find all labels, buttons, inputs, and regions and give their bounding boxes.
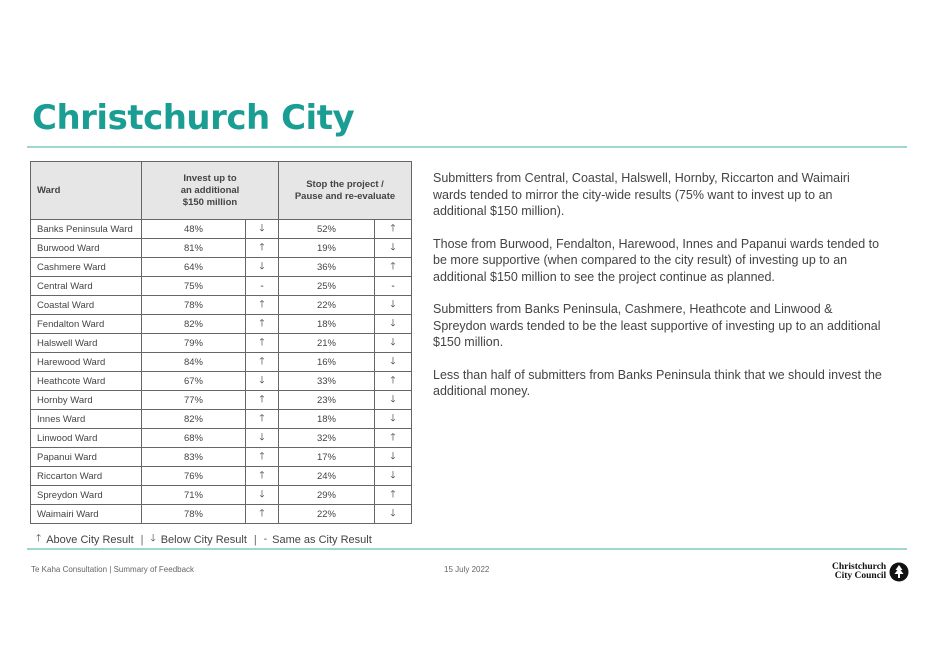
legend: [36, 531, 372, 548]
footer-document-name: Te Kaha Consultation | Summary of Feedback: [31, 565, 195, 574]
arrow-down-icon: 🡓: [390, 241, 396, 253]
arrow-down-icon: 🡓: [390, 450, 396, 462]
stop-arrow-cell: [375, 486, 412, 505]
stop-arrow-cell: [375, 315, 412, 334]
stop-percent-cell: 36%: [279, 258, 375, 277]
stop-column-header: [279, 162, 412, 220]
legend-same-label: Same as City Result: [272, 533, 372, 546]
invest-percent-cell: 84%: [142, 353, 246, 372]
arrow-up-icon: 🡑: [259, 412, 265, 424]
arrow-down-icon: 🡓: [390, 469, 396, 481]
stop-percent-cell: 18%: [279, 315, 375, 334]
ward-name-cell: Halswell Ward: [31, 334, 142, 353]
invest-arrow-cell: [246, 505, 279, 524]
arrow-down-icon: 🡓: [390, 412, 396, 424]
table-row: [31, 429, 412, 448]
ward-column-header: Ward: [31, 162, 142, 220]
ward-name-cell: Burwood Ward: [31, 239, 142, 258]
invest-header-line: Invest up to: [183, 172, 237, 184]
ward-results-table: [30, 161, 412, 524]
table-row: [31, 391, 412, 410]
stop-arrow-cell: [375, 410, 412, 429]
arrow-down-icon: 🡓: [259, 222, 265, 234]
stop-arrow-cell: [375, 429, 412, 448]
stop-percent-cell: 24%: [279, 467, 375, 486]
stop-arrow-cell: [375, 505, 412, 524]
council-logo: [832, 562, 909, 582]
table-row: [31, 486, 412, 505]
dash-icon: -: [263, 534, 268, 545]
legend-above-label: Above City Result: [46, 533, 134, 546]
ward-name-cell: Banks Peninsula Ward: [31, 220, 142, 239]
legend-separator: |: [140, 533, 144, 546]
invest-arrow-cell: [246, 277, 279, 296]
stop-percent-cell: 25%: [279, 277, 375, 296]
ward-name-cell: Cashmere Ward: [31, 258, 142, 277]
ward-name-cell: Fendalton Ward: [31, 315, 142, 334]
page-title: Christchurch City: [32, 98, 355, 138]
invest-arrow-cell: [246, 258, 279, 277]
invest-arrow-cell: [246, 448, 279, 467]
ward-name-cell: Harewood Ward: [31, 353, 142, 372]
logo-line: City Council: [834, 571, 887, 581]
arrow-up-icon: 🡑: [259, 393, 265, 405]
stop-arrow-cell: [375, 220, 412, 239]
stop-arrow-cell: [375, 277, 412, 296]
invest-percent-cell: 78%: [142, 505, 246, 524]
invest-header-line: an additional: [180, 184, 240, 196]
invest-arrow-cell: [246, 353, 279, 372]
stop-percent-cell: 21%: [279, 334, 375, 353]
invest-column-header: [142, 162, 279, 220]
arrow-up-icon: 🡑: [259, 469, 265, 481]
summary-paragraph: Those from Burwood, Fendalton, Harewood, Innes and Papanui wards tended to be more supportive (when compared to the city result) of investing up to an additional $150 million to see the project continue as planned.: [433, 236, 880, 284]
invest-percent-cell: 81%: [142, 239, 246, 258]
stop-percent-cell: 18%: [279, 410, 375, 429]
stop-arrow-cell: [375, 239, 412, 258]
council-logo-icon: [889, 562, 909, 582]
stop-percent-cell: 19%: [279, 239, 375, 258]
stop-percent-cell: 33%: [279, 372, 375, 391]
table-row: [31, 277, 412, 296]
stop-arrow-cell: [375, 391, 412, 410]
stop-arrow-cell: [375, 334, 412, 353]
arrow-up-icon: 🡑: [390, 260, 396, 272]
arrow-down-icon: 🡓: [259, 260, 265, 272]
arrow-down-icon: 🡓: [390, 317, 396, 329]
invest-arrow-cell: [246, 239, 279, 258]
invest-percent-cell: 71%: [142, 486, 246, 505]
arrow-down-icon: 🡓: [259, 374, 265, 386]
ward-rows: [31, 220, 412, 524]
invest-arrow-cell: [246, 220, 279, 239]
ward-name-cell: Heathcote Ward: [31, 372, 142, 391]
summary-text: [433, 170, 883, 416]
ward-name-cell: Coastal Ward: [31, 296, 142, 315]
logo-wordmark: [832, 563, 886, 582]
arrow-down-icon: 🡓: [390, 355, 396, 367]
arrow-up-icon: 🡑: [259, 450, 265, 462]
invest-header-line: $150 million: [182, 196, 238, 208]
invest-percent-cell: 64%: [142, 258, 246, 277]
ward-name-cell: Innes Ward: [31, 410, 142, 429]
arrow-down-icon: 🡓: [390, 507, 396, 519]
table-row: [31, 296, 412, 315]
invest-percent-cell: 83%: [142, 448, 246, 467]
arrow-up-icon: 🡑: [390, 488, 396, 500]
stop-arrow-cell: [375, 372, 412, 391]
stop-header-line: Pause and re-evaluate: [294, 190, 396, 202]
ward-name-cell: Hornby Ward: [31, 391, 142, 410]
table-header-row: [31, 162, 412, 220]
ward-name-cell: Riccarton Ward: [31, 467, 142, 486]
invest-arrow-cell: [246, 467, 279, 486]
ward-name-cell: Papanui Ward: [31, 448, 142, 467]
invest-percent-cell: 82%: [142, 315, 246, 334]
legend-separator: |: [253, 533, 257, 546]
table-row: [31, 505, 412, 524]
stop-percent-cell: 22%: [279, 505, 375, 524]
footer-divider: [27, 548, 907, 550]
arrow-up-icon: 🡑: [259, 507, 265, 519]
stop-percent-cell: 29%: [279, 486, 375, 505]
invest-arrow-cell: [246, 410, 279, 429]
arrow-down-icon: 🡓: [259, 431, 265, 443]
arrow-up-icon: 🡑: [259, 355, 265, 367]
stop-arrow-cell: [375, 353, 412, 372]
arrow-up-icon: 🡑: [259, 298, 265, 310]
arrow-up-icon: 🡑: [259, 317, 265, 329]
invest-arrow-cell: [246, 334, 279, 353]
table-row: [31, 448, 412, 467]
invest-percent-cell: 82%: [142, 410, 246, 429]
stop-percent-cell: 32%: [279, 429, 375, 448]
invest-arrow-cell: [246, 315, 279, 334]
footer-date: 15 July 2022: [444, 565, 490, 574]
ward-name-cell: Central Ward: [31, 277, 142, 296]
stop-percent-cell: 16%: [279, 353, 375, 372]
invest-percent-cell: 67%: [142, 372, 246, 391]
invest-arrow-cell: [246, 429, 279, 448]
table-row: [31, 372, 412, 391]
stop-percent-cell: 17%: [279, 448, 375, 467]
invest-percent-cell: 78%: [142, 296, 246, 315]
table-row: [31, 410, 412, 429]
dash-icon: -: [391, 280, 395, 292]
invest-arrow-cell: [246, 391, 279, 410]
arrow-down-icon: 🡓: [390, 298, 396, 310]
ward-name-cell: Spreydon Ward: [31, 486, 142, 505]
arrow-down-icon: 🡓: [390, 336, 396, 348]
table-row: [31, 353, 412, 372]
stop-percent-cell: 23%: [279, 391, 375, 410]
legend-below-label: Below City Result: [160, 533, 247, 546]
invest-percent-cell: 48%: [142, 220, 246, 239]
table-row: [31, 334, 412, 353]
stop-percent-cell: 22%: [279, 296, 375, 315]
table-row: [31, 220, 412, 239]
arrow-down-icon: 🡓: [259, 488, 265, 500]
table-row: [31, 258, 412, 277]
table-row: [31, 239, 412, 258]
stop-arrow-cell: [375, 467, 412, 486]
ward-name-cell: Waimairi Ward: [31, 505, 142, 524]
logo-line: Christchurch: [832, 561, 887, 572]
invest-percent-cell: 76%: [142, 467, 246, 486]
summary-paragraph: Submitters from Central, Coastal, Halswell, Hornby, Riccarton and Waimairi wards tended to mirror the city-wide results (75% want to invest up to an additional $150 million).: [433, 171, 850, 218]
invest-percent-cell: 75%: [142, 277, 246, 296]
arrow-up-icon: 🡑: [390, 374, 396, 386]
table-row: [31, 315, 412, 334]
table-row: [31, 467, 412, 486]
stop-arrow-cell: [375, 258, 412, 277]
arrow-up-icon: 🡑: [390, 431, 396, 443]
stop-arrow-cell: [375, 448, 412, 467]
invest-percent-cell: 79%: [142, 334, 246, 353]
invest-percent-cell: 77%: [142, 391, 246, 410]
invest-arrow-cell: [246, 486, 279, 505]
stop-arrow-cell: [375, 296, 412, 315]
ward-name-cell: Linwood Ward: [31, 429, 142, 448]
summary-paragraph: Submitters from Banks Peninsula, Cashmere, Heathcote and Linwood & Spreydon wards tended to be the least supportive of investing up to an additional $150 million.: [433, 302, 881, 349]
arrow-up-icon: 🡑: [259, 336, 265, 348]
arrow-up-icon: 🡑: [36, 533, 42, 544]
title-divider: [27, 146, 907, 148]
arrow-up-icon: 🡑: [390, 222, 396, 234]
invest-percent-cell: 68%: [142, 429, 246, 448]
arrow-down-icon: 🡓: [150, 533, 156, 544]
dash-icon: -: [260, 280, 264, 292]
invest-arrow-cell: [246, 372, 279, 391]
arrow-up-icon: 🡑: [259, 241, 265, 253]
summary-paragraph: Less than half of submitters from Banks Peninsula think that we should invest the additional money.: [433, 367, 882, 398]
invest-arrow-cell: [246, 296, 279, 315]
stop-header-line: Stop the project /: [306, 178, 384, 190]
arrow-down-icon: 🡓: [390, 393, 396, 405]
stop-percent-cell: 52%: [279, 220, 375, 239]
